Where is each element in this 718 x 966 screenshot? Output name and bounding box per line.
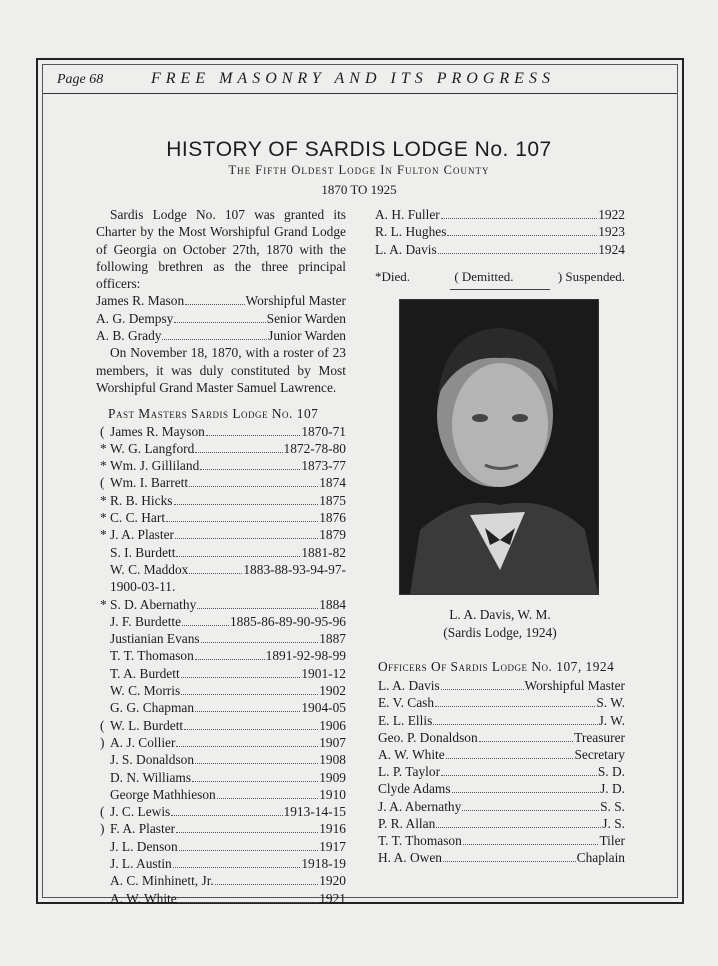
list-item [375, 241, 625, 258]
entry-name: J. L. Austin [110, 855, 172, 871]
page-subtitle: The Fifth Oldest Lodge In Fulton County [228, 163, 490, 177]
entry-name: J. A. Plaster [110, 527, 174, 543]
dot-leader [463, 844, 599, 845]
list-item [100, 717, 346, 734]
dot-leader [182, 625, 229, 626]
entry-name: G. G. Chapman [110, 700, 195, 716]
list-item [110, 872, 346, 889]
entry-name: W. C. Morris [110, 683, 181, 699]
entry-value: 1887 [319, 631, 346, 647]
page-title: HISTORY OF SARDIS LODGE No. 107 [166, 138, 552, 161]
status-mark: * [100, 440, 107, 456]
dot-leader [185, 304, 244, 305]
entry-value: 1874 [319, 475, 346, 491]
entry-name: A. B. Grady [96, 328, 162, 344]
entry-value: Senior Warden [266, 310, 346, 326]
photo-caption-name: L. A. Davis, W. M. [449, 607, 551, 622]
entry-value: 1921 [319, 890, 346, 906]
entry-value: 1891-92-98-99 [265, 648, 346, 664]
entry-continuation: 1900-03-11. [110, 579, 176, 595]
constitution-paragraph: On November 18, 1870, with a roster of 23 members, it was duly constituted by Most Worshipful Grand Master Samuel Lawrence. [96, 345, 346, 395]
list-item [100, 474, 346, 491]
entry-name: E. V. Cash [378, 695, 435, 711]
entry-value: 1879 [319, 527, 346, 543]
list-item [110, 544, 346, 561]
entry-name: W. G. Langford [110, 440, 195, 456]
past-masters-heading: Past Masters Sardis Lodge No. 107 [108, 406, 319, 422]
legend-demitted: ( Demitted. [454, 268, 514, 284]
status-mark: ( [100, 423, 105, 439]
dot-leader [447, 235, 597, 236]
entry-value: 1883-88-93-94-97- [243, 561, 346, 577]
founding-officers [96, 292, 346, 344]
entry-value: 1907 [319, 734, 346, 750]
legend-died: *Died. [375, 268, 411, 284]
entry-name: A. W. White [378, 747, 445, 763]
entry-name: E. L. Ellis [378, 712, 433, 728]
list-item [378, 815, 625, 832]
dot-leader [175, 538, 318, 539]
list-item [378, 832, 625, 849]
entry-value: 1870-71 [301, 423, 346, 439]
dot-leader [441, 689, 524, 690]
entry-value: 1876 [319, 510, 346, 526]
entry-value: S. S. [600, 798, 625, 814]
list-item [375, 223, 625, 240]
entry-name: T. T. Thomason [110, 648, 194, 664]
entry-name: T. T. Thomason [378, 833, 462, 849]
entry-value: 1923 [598, 224, 625, 240]
entry-value: 1881-82 [301, 544, 346, 560]
entry-value: 1873-77 [301, 458, 346, 474]
entry-name: F. A. Plaster [110, 821, 176, 837]
list-item [110, 751, 346, 768]
list-item [100, 596, 346, 613]
entry-name: A. C. Minhinett, Jr. [110, 873, 214, 889]
entry-name: A. H. Fuller [375, 207, 440, 222]
left-column [96, 206, 346, 907]
dot-leader [195, 452, 282, 453]
entry-name: Geo. P. Donaldson [378, 729, 478, 745]
dot-leader [173, 867, 301, 868]
dot-leader [176, 746, 318, 747]
page-number: Page 68 [57, 72, 104, 87]
entry-name: T. A. Burdett [110, 665, 180, 681]
right-column [375, 206, 625, 290]
entry-value: Worshipful Master [245, 293, 346, 309]
entry-value: 1918-19 [301, 855, 346, 871]
status-mark: ( [100, 475, 105, 491]
dot-leader [446, 758, 574, 759]
list-item [110, 665, 346, 682]
dot-leader [171, 815, 282, 816]
list-item [110, 630, 346, 647]
list-item [110, 699, 346, 716]
portrait-image [400, 300, 598, 594]
entry-name: P. R. Allan [378, 815, 436, 831]
dot-leader [217, 798, 318, 799]
list-item [110, 647, 346, 664]
list-item [378, 780, 625, 797]
entry-name: D. N. Williams [110, 769, 192, 785]
list-item [378, 746, 625, 763]
entry-name: J. L. Denson [110, 838, 178, 854]
dot-leader [195, 763, 318, 764]
running-title: FREE MASONRY AND ITS PROGRESS [151, 70, 555, 87]
dot-leader [176, 556, 300, 557]
dot-leader [435, 706, 595, 707]
legend-suspended: ) Suspended. [557, 268, 625, 284]
list-item [378, 849, 625, 866]
entry-name: Clyde Adams [378, 781, 451, 797]
dot-leader [174, 322, 265, 323]
divider [450, 289, 550, 290]
entry-value: 1920 [319, 873, 346, 889]
entry-name: J. C. Lewis [110, 804, 171, 820]
list-item [100, 509, 346, 526]
dot-leader [462, 810, 599, 811]
dot-leader [181, 694, 318, 695]
dot-leader [174, 504, 319, 505]
entry-value: 1906 [319, 717, 346, 733]
past-masters-list-continued [375, 206, 625, 258]
dot-leader [176, 832, 318, 833]
dot-leader [200, 469, 300, 470]
entry-name: A. J. Collier [110, 734, 176, 750]
dot-leader [215, 884, 318, 885]
entry-value: 1909 [319, 769, 346, 785]
entry-name: L. P. Taylor [378, 764, 441, 780]
entry-value: Tiler [599, 833, 625, 849]
status-mark: ) [100, 734, 105, 750]
list-item [378, 729, 625, 746]
list-item [378, 712, 625, 729]
list-item [110, 890, 346, 907]
dot-leader [178, 902, 319, 903]
list-item [378, 763, 625, 780]
photo-caption-lodge: (Sardis Lodge, 1924) [443, 625, 557, 640]
entry-value: 1904-05 [301, 700, 346, 716]
list-item [96, 292, 346, 309]
list-item [100, 492, 346, 509]
dot-leader [166, 521, 318, 522]
entry-name: S. D. Abernathy [110, 596, 197, 612]
list-item [100, 526, 346, 543]
entry-name: J. F. Burdette [110, 613, 182, 629]
dot-leader [436, 827, 601, 828]
entry-value: 1884 [319, 596, 346, 612]
entry-name: C. C. Hart [110, 510, 166, 526]
dot-leader [452, 792, 600, 793]
past-masters-list [96, 423, 346, 907]
officers-list [378, 677, 625, 866]
dot-leader [195, 659, 265, 660]
list-item [100, 820, 346, 837]
list-item [100, 440, 346, 457]
dot-leader [189, 573, 242, 574]
entry-value: 1922 [598, 207, 625, 222]
entry-value: 1875 [319, 492, 346, 508]
list-item [96, 327, 346, 344]
entry-value: Worshipful Master [524, 678, 625, 694]
status-mark: * [100, 596, 107, 612]
dot-leader [441, 775, 597, 776]
dot-leader [441, 218, 598, 219]
entry-value: 1924 [598, 241, 625, 257]
entry-name: R. B. Hicks [110, 492, 173, 508]
entry-name: L. A. Davis [378, 678, 440, 694]
dot-leader [438, 253, 597, 254]
portrait-photo [399, 299, 599, 595]
entry-name: R. L. Hughes [375, 224, 447, 240]
dot-leader [195, 711, 300, 712]
entry-name: A. W. White [110, 890, 177, 906]
list-item [110, 561, 346, 578]
list-item [100, 457, 346, 474]
entry-name: Wm. I. Barrett [110, 475, 189, 491]
status-mark: * [100, 458, 107, 474]
entry-name: A. G. Dempsy [96, 310, 174, 326]
officers-1924 [378, 658, 625, 866]
list-item [110, 613, 346, 630]
entry-value: Junior Warden [268, 328, 346, 344]
entry-name: Wm. J. Gilliland [110, 458, 200, 474]
list-item [378, 798, 625, 815]
dot-leader [162, 339, 267, 340]
entry-name: James R. Mayson [110, 423, 205, 439]
list-item [100, 803, 346, 820]
entry-name: S. I. Burdett [110, 544, 176, 560]
dot-leader [189, 486, 318, 487]
entry-value: 1885-86-89-90-95-96 [229, 613, 346, 629]
dot-leader [201, 642, 319, 643]
list-item [100, 734, 346, 751]
dot-leader [197, 608, 318, 609]
entry-name: George Mathhieson [110, 786, 216, 802]
list-item [378, 694, 625, 711]
entry-value: 1913-14-15 [283, 804, 346, 820]
legend [375, 268, 625, 285]
dot-leader [184, 729, 318, 730]
officers-heading: Officers Of Sardis Lodge No. 107, 1924 [378, 659, 615, 674]
entry-value: Secretary [574, 747, 625, 763]
dot-leader [433, 724, 597, 725]
status-mark: * [100, 510, 107, 526]
list-item [100, 423, 346, 440]
entry-name: W. C. Maddox [110, 561, 189, 577]
list-item [375, 206, 625, 223]
intro-paragraph: Sardis Lodge No. 107 was granted its Charter by the Most Worshipful Grand Lodge of Georgia on October 27th, 1870 with the following brethren as the three principal officers: [96, 207, 346, 292]
entry-value: 1902 [319, 683, 346, 699]
list-item [378, 677, 625, 694]
entry-name: J. A. Abernathy [378, 798, 462, 814]
dot-leader [192, 781, 318, 782]
entry-value: 1908 [319, 752, 346, 768]
entry-value: 1872-78-80 [283, 440, 346, 456]
entry-value: 1916 [319, 821, 346, 837]
entry-value: 1901-12 [301, 665, 346, 681]
running-header [43, 65, 677, 94]
list-item [110, 682, 346, 699]
entry-value: J. S. [602, 815, 625, 831]
dot-leader [479, 741, 573, 742]
entry-value: 1917 [319, 838, 346, 854]
entry-name: W. L. Burdett [110, 717, 184, 733]
list-item [96, 310, 346, 327]
list-item [110, 769, 346, 786]
status-mark: * [100, 492, 107, 508]
entry-value: Treasurer [574, 729, 625, 745]
status-mark: * [100, 527, 107, 543]
entry-name: J. S. Donaldson [110, 752, 195, 768]
entry-value: Chaplain [576, 850, 625, 866]
list-item [110, 786, 346, 803]
entry-name: James R. Mason [96, 293, 185, 309]
list-item [110, 838, 346, 855]
entry-value: J. D. [600, 781, 625, 797]
status-mark: ( [100, 804, 105, 820]
entry-value: S. D. [597, 764, 625, 780]
entry-value: J. W. [598, 712, 625, 728]
status-mark: ( [100, 717, 105, 733]
entry-name: Justianian Evans [110, 631, 200, 647]
list-item [110, 855, 346, 872]
dot-leader [443, 861, 576, 862]
status-mark: ) [100, 821, 105, 837]
dot-leader [181, 677, 301, 678]
dot-leader [206, 435, 301, 436]
entry-value: S. W. [596, 695, 625, 711]
dot-leader [179, 850, 319, 851]
year-range: 1870 TO 1925 [321, 182, 397, 197]
entry-value: 1910 [319, 786, 346, 802]
entry-name: L. A. Davis [375, 241, 437, 257]
entry-name: H. A. Owen [378, 850, 442, 866]
